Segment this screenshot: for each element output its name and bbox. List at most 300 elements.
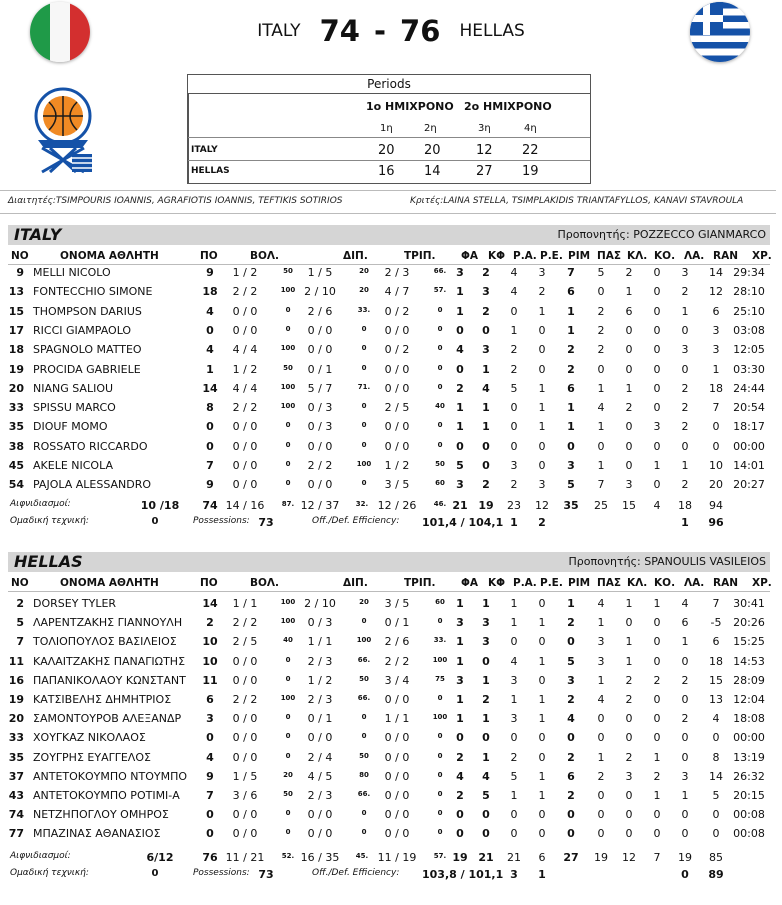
- stat-cell: 1: [510, 693, 518, 706]
- total-stat: 19: [678, 851, 692, 864]
- total-ft-pct: 52.: [281, 852, 295, 860]
- stat-cell: 0: [567, 731, 575, 744]
- stat-cell: 0 / 0: [232, 712, 258, 725]
- stat-cell: 2: [681, 674, 689, 687]
- shot-percentage: 50: [435, 460, 445, 468]
- stat-cell: 4: [206, 751, 214, 764]
- stat-cell: 0: [538, 597, 546, 610]
- score-dash: -: [373, 14, 387, 48]
- shot-percentage: 100: [280, 617, 296, 625]
- stat-cell: 10: [202, 655, 218, 668]
- stat-cell: 1: [538, 305, 546, 318]
- stat-cell: 0: [625, 420, 633, 433]
- stat-cell: 1: [456, 635, 464, 648]
- stat-cell: 1: [681, 305, 689, 318]
- shot-percentage: 71.: [357, 383, 371, 391]
- player-number: 35: [8, 420, 24, 433]
- team-header-bar: [8, 225, 770, 245]
- team-technical-value: 0: [151, 516, 159, 527]
- extra-value: 1: [538, 868, 546, 881]
- total-stat: 23: [507, 499, 521, 512]
- stat-cell: 0: [712, 731, 720, 744]
- stat-cell: 0 / 0: [307, 343, 333, 356]
- stat-cell: 0: [482, 459, 490, 472]
- total-stat: 21: [452, 499, 468, 512]
- stat-cell: 1: [625, 655, 633, 668]
- stat-cell: 3: [482, 343, 490, 356]
- stat-cell: 0 / 0: [232, 674, 258, 687]
- stat-cell: 0: [625, 440, 633, 453]
- possessions-value: 73: [258, 516, 274, 529]
- fastbreak-label: Αιφνιδιασμοί:: [10, 851, 71, 861]
- stat-cell: 0: [510, 827, 518, 840]
- team-header-bar: [8, 552, 770, 572]
- stat-cell: 0 / 0: [307, 478, 333, 491]
- stat-cell: 00:08: [733, 827, 765, 840]
- column-header: Ρ.Α.: [513, 250, 537, 262]
- stat-cell: 2: [482, 693, 490, 706]
- shot-percentage: 0: [361, 732, 367, 740]
- stat-cell: 10: [709, 459, 723, 472]
- player-number: 13: [8, 285, 24, 298]
- column-header: ΠΟ: [200, 250, 218, 262]
- stat-cell: 4: [456, 343, 464, 356]
- stat-cell: 1: [510, 789, 518, 802]
- stat-cell: 3: [510, 459, 518, 472]
- stat-cell: 2 / 10: [304, 597, 336, 610]
- stat-cell: 0 / 2: [384, 305, 410, 318]
- stat-cell: 7: [712, 597, 720, 610]
- stat-cell: 0 / 0: [232, 324, 258, 337]
- quarter-label: 2η: [424, 123, 437, 134]
- column-header: ΦΑ: [461, 577, 479, 589]
- player-name: PAJOLA ALESSANDRO: [33, 478, 152, 491]
- stat-cell: 3: [456, 616, 464, 629]
- stat-cell: 2: [681, 478, 689, 491]
- stat-cell: 0: [681, 731, 689, 744]
- stat-cell: 0: [625, 363, 633, 376]
- stat-cell: 3 / 4: [384, 674, 410, 687]
- shot-percentage: 100: [356, 636, 372, 644]
- stat-cell: 0: [653, 285, 661, 298]
- team-technical-label: Ομαδική τεχνική:: [10, 868, 89, 878]
- column-header: RAN: [713, 577, 738, 589]
- player-name: DIOUF MOMO: [33, 420, 108, 433]
- stat-cell: 3: [510, 712, 518, 725]
- stat-cell: 12:04: [733, 693, 765, 706]
- total-points: 74: [202, 499, 218, 512]
- stat-cell: 6: [206, 693, 214, 706]
- stat-cell: 18: [202, 285, 218, 298]
- shot-percentage: 0: [437, 732, 443, 740]
- stat-cell: 2: [625, 674, 633, 687]
- stat-cell: 0: [206, 808, 214, 821]
- stat-cell: 0: [625, 324, 633, 337]
- stat-cell: 0: [653, 655, 661, 668]
- stat-cell: 12:05: [733, 343, 765, 356]
- stat-cell: 3: [597, 635, 605, 648]
- shot-percentage: 100: [280, 383, 296, 391]
- stat-cell: 0: [538, 674, 546, 687]
- stat-cell: 0 / 0: [384, 731, 410, 744]
- stat-cell: 0: [482, 827, 490, 840]
- total-stat: 6: [538, 851, 546, 864]
- stat-cell: 5 / 7: [307, 382, 333, 395]
- stat-cell: 2 / 5: [232, 635, 258, 648]
- stat-cell: 0: [712, 827, 720, 840]
- extra-value: 0: [681, 868, 689, 881]
- player-number: 33: [8, 401, 24, 414]
- player-name: SPAGNOLO MATTEO: [33, 343, 142, 356]
- stat-cell: 1: [653, 597, 661, 610]
- stat-cell: 0: [625, 808, 633, 821]
- column-header: ΤΡΙΠ.: [404, 577, 436, 589]
- player-number: 37: [8, 770, 24, 783]
- shot-percentage: 20: [359, 267, 369, 275]
- stat-cell: 3 / 5: [384, 597, 410, 610]
- stat-cell: 18: [709, 655, 723, 668]
- stat-cell: 2: [456, 751, 464, 764]
- coach-name: Προπονητής: SPANOULIS VASILEIOS: [568, 555, 766, 568]
- stat-cell: 0: [653, 401, 661, 414]
- stat-cell: 2: [653, 770, 661, 783]
- stat-cell: 4: [456, 770, 464, 783]
- player-name: ΣΑΜΟΝΤΟΥΡΟΒ ΑΛΕΞΑΝΔΡ: [33, 712, 182, 725]
- total-2pt-pct: 45.: [355, 852, 369, 860]
- total-ft: 11 / 21: [225, 851, 265, 864]
- shot-percentage: 0: [361, 828, 367, 836]
- stat-cell: 5: [712, 789, 720, 802]
- periods-table: [187, 74, 591, 184]
- stat-cell: 4: [482, 770, 490, 783]
- stat-cell: 14: [709, 266, 723, 279]
- player-number: 11: [8, 655, 24, 668]
- stat-cell: 3: [681, 343, 689, 356]
- shot-percentage: 66.: [357, 790, 371, 798]
- stat-cell: 3: [567, 674, 575, 687]
- shot-percentage: 0: [285, 460, 291, 468]
- stat-cell: 2: [538, 285, 546, 298]
- stat-cell: 1: [625, 597, 633, 610]
- stat-cell: 0: [538, 440, 546, 453]
- period-score: 20: [378, 143, 395, 158]
- player-number: 16: [8, 674, 24, 687]
- player-name: ΛΑΡΕΝΤΖΑΚΗΣ ΓΙΑΝΝΟΥΛΗ: [33, 616, 183, 629]
- stat-cell: 4 / 7: [384, 285, 410, 298]
- total-stat: 19: [478, 499, 494, 512]
- stat-cell: 0: [482, 324, 490, 337]
- stat-cell: 0 / 0: [384, 363, 410, 376]
- stat-cell: 0 / 0: [384, 789, 410, 802]
- stat-cell: 0: [597, 712, 605, 725]
- stat-cell: 3: [712, 324, 720, 337]
- stat-cell: 1: [482, 674, 490, 687]
- stat-cell: 4: [597, 401, 605, 414]
- shot-percentage: 0: [285, 809, 291, 817]
- extra-value: 1: [510, 516, 518, 529]
- stat-cell: 0 / 0: [384, 770, 410, 783]
- player-number: 19: [8, 363, 24, 376]
- shot-percentage: 0: [437, 421, 443, 429]
- stat-cell: 3: [597, 655, 605, 668]
- column-header: Ρ.Ε.: [540, 250, 563, 262]
- column-header: ΚΛ.: [627, 577, 648, 589]
- stat-cell: 0: [681, 808, 689, 821]
- shot-percentage: 0: [285, 441, 291, 449]
- column-header: ΦΑ: [461, 250, 479, 262]
- shot-percentage: 33.: [433, 636, 447, 644]
- player-name: DORSEY TYLER: [33, 597, 117, 610]
- stat-cell: 3: [456, 266, 464, 279]
- half-2-label: 2ο ΗΜΙΧΡΟΝΟ: [464, 100, 552, 113]
- stat-cell: 11: [202, 674, 218, 687]
- stat-cell: 0 / 0: [232, 440, 258, 453]
- column-header: ΚΟ.: [654, 250, 676, 262]
- stat-cell: 0 / 0: [232, 478, 258, 491]
- scoreline: [0, 14, 782, 48]
- stat-cell: 1: [482, 363, 490, 376]
- stat-cell: 0: [625, 789, 633, 802]
- stat-cell: 28:09: [733, 674, 765, 687]
- stat-cell: 0 / 0: [232, 731, 258, 744]
- shot-percentage: 50: [283, 364, 293, 372]
- stat-cell: 0: [625, 616, 633, 629]
- shot-percentage: 100: [280, 694, 296, 702]
- stat-cell: 28:10: [733, 285, 765, 298]
- player-number: 15: [8, 305, 24, 318]
- player-name: PROCIDA GABRIELE: [33, 363, 141, 376]
- player-name: ΚΑΤΣΙΒΕΛΗΣ ΔΗΜΗΤΡΙΟΣ: [33, 693, 172, 706]
- shot-percentage: 100: [280, 286, 296, 294]
- stat-cell: 0: [567, 808, 575, 821]
- away-score: 76: [400, 14, 441, 48]
- stat-cell: 1: [456, 420, 464, 433]
- stat-cell: 2: [482, 305, 490, 318]
- stat-cell: 0 / 0: [232, 459, 258, 472]
- stat-cell: 2 / 6: [384, 635, 410, 648]
- stat-cell: 2 / 3: [307, 655, 333, 668]
- player-number: 20: [8, 712, 24, 725]
- player-name: ΑΝΤΕΤΟΚΟΥΜΠΟ ΡΟΤΙΜΙ-Α: [33, 789, 180, 802]
- column-header: ΠΟ: [200, 577, 218, 589]
- stat-cell: 6: [567, 382, 575, 395]
- stat-cell: 1: [482, 401, 490, 414]
- stat-cell: 1: [538, 401, 546, 414]
- stat-cell: 1: [510, 324, 518, 337]
- stat-cell: 5: [567, 478, 575, 491]
- total-stat: 7: [653, 851, 661, 864]
- stat-cell: 2 / 3: [384, 266, 410, 279]
- stat-cell: 0: [206, 731, 214, 744]
- player-name: FONTECCHIO SIMONE: [33, 285, 153, 298]
- stat-cell: 0: [712, 808, 720, 821]
- shot-percentage: 0: [437, 694, 443, 702]
- stat-cell: 00:00: [733, 440, 765, 453]
- stat-cell: 0 / 0: [384, 440, 410, 453]
- stat-cell: 2: [681, 382, 689, 395]
- shot-percentage: 0: [285, 713, 291, 721]
- total-stat: 15: [622, 499, 636, 512]
- period-team-name: HELLAS: [191, 166, 230, 176]
- stat-cell: 0: [206, 420, 214, 433]
- stat-cell: 1 / 2: [307, 674, 333, 687]
- column-header: NO: [11, 577, 29, 589]
- stat-cell: 0: [625, 731, 633, 744]
- stat-cell: 0: [653, 808, 661, 821]
- column-header: ΒΟΛ.: [250, 577, 280, 589]
- team-name: HELLAS: [14, 552, 83, 571]
- stat-cell: 4: [567, 712, 575, 725]
- shot-percentage: 0: [285, 421, 291, 429]
- stat-cell: 1: [538, 420, 546, 433]
- stat-cell: 2: [681, 712, 689, 725]
- shot-percentage: 0: [361, 402, 367, 410]
- stat-cell: 0: [597, 789, 605, 802]
- stat-cell: 1 / 2: [232, 363, 258, 376]
- shot-percentage: 40: [283, 636, 293, 644]
- shot-percentage: 0: [361, 344, 367, 352]
- total-3pt-pct: 46.: [433, 500, 447, 508]
- stat-cell: 0: [653, 440, 661, 453]
- stat-cell: 2: [567, 343, 575, 356]
- fastbreak-value: 10 /18: [140, 499, 180, 512]
- stat-cell: 4: [510, 285, 518, 298]
- shot-percentage: 57.: [433, 286, 447, 294]
- stat-cell: 0: [206, 440, 214, 453]
- column-header: ΛΑ.: [684, 250, 705, 262]
- shot-percentage: 0: [437, 828, 443, 836]
- column-header: RAN: [713, 250, 738, 262]
- stat-cell: 7: [206, 459, 214, 472]
- stat-cell: 1: [456, 401, 464, 414]
- stat-cell: 1: [597, 616, 605, 629]
- shot-percentage: 50: [359, 675, 369, 683]
- stat-cell: -5: [710, 616, 722, 629]
- stat-cell: 0: [597, 808, 605, 821]
- stat-cell: 0 / 0: [384, 693, 410, 706]
- shot-percentage: 0: [437, 790, 443, 798]
- stat-cell: 1 / 2: [232, 266, 258, 279]
- player-name: NIANG SALIOU: [33, 382, 114, 395]
- shot-percentage: 100: [280, 598, 296, 606]
- shot-percentage: 0: [361, 364, 367, 372]
- stat-cell: 0: [538, 324, 546, 337]
- stat-cell: 3: [482, 616, 490, 629]
- column-header: ΚΦ: [488, 577, 506, 589]
- shot-percentage: 0: [437, 364, 443, 372]
- shot-percentage: 60: [435, 479, 445, 487]
- stat-cell: 0 / 0: [384, 827, 410, 840]
- shot-percentage: 20: [359, 598, 369, 606]
- team-name: ITALY: [14, 225, 62, 244]
- stat-cell: 9: [206, 478, 214, 491]
- shot-percentage: 100: [432, 713, 448, 721]
- shot-percentage: 0: [437, 441, 443, 449]
- player-name: ΤΟΛΙΟΠΟΥΛΟΣ ΒΑΣΙΛΕΙΟΣ: [33, 635, 177, 648]
- judges-text: Κριτές:LAINA STELLA, TSIMPLAKIDIS TRIANTAFYLLOS, KANAVI STAVROULA: [410, 196, 744, 206]
- shot-percentage: 100: [280, 344, 296, 352]
- player-number: 2: [16, 597, 24, 610]
- total-stat: 19: [594, 851, 608, 864]
- shot-percentage: 0: [437, 752, 443, 760]
- column-header: ΡΙΜ: [568, 577, 591, 589]
- stat-cell: 0: [538, 827, 546, 840]
- shot-percentage: 0: [285, 732, 291, 740]
- stat-cell: 0: [538, 343, 546, 356]
- stat-cell: 1: [482, 597, 490, 610]
- stat-cell: 2: [482, 266, 490, 279]
- stat-cell: 6: [567, 770, 575, 783]
- stat-cell: 0: [456, 440, 464, 453]
- player-name: MELLI NICOLO: [33, 266, 111, 279]
- stat-cell: 5: [510, 770, 518, 783]
- stat-cell: 3: [681, 770, 689, 783]
- stat-cell: 24:44: [733, 382, 765, 395]
- stat-cell: 0: [653, 616, 661, 629]
- player-number: 43: [8, 789, 24, 802]
- stat-cell: 2: [482, 478, 490, 491]
- stat-cell: 1: [653, 459, 661, 472]
- period-team-name: ITALY: [191, 145, 218, 155]
- stat-cell: 0: [597, 363, 605, 376]
- stat-cell: 0: [482, 808, 490, 821]
- stat-cell: 0: [456, 324, 464, 337]
- stat-cell: 0: [653, 693, 661, 706]
- shot-percentage: 0: [437, 617, 443, 625]
- stat-cell: 0: [510, 808, 518, 821]
- extra-value: 1: [681, 516, 689, 529]
- stat-cell: 3: [538, 266, 546, 279]
- shot-percentage: 0: [361, 441, 367, 449]
- column-header: Ρ.Α.: [513, 577, 537, 589]
- player-name: AKELE NICOLA: [33, 459, 113, 472]
- stat-cell: 1: [456, 712, 464, 725]
- stat-cell: 0 / 0: [307, 731, 333, 744]
- stat-cell: 1: [510, 616, 518, 629]
- total-2pt: 12 / 37: [300, 499, 340, 512]
- stat-cell: 0: [567, 440, 575, 453]
- fastbreak-value: 6/12: [146, 851, 174, 864]
- total-points: 76: [202, 851, 218, 864]
- stat-cell: 1: [456, 597, 464, 610]
- stat-cell: 3: [625, 478, 633, 491]
- shot-percentage: 0: [361, 809, 367, 817]
- stat-cell: 3: [206, 712, 214, 725]
- stat-cell: 1 / 1: [232, 597, 258, 610]
- stat-cell: 0 / 0: [232, 655, 258, 668]
- column-header: ΔΙΠ.: [343, 577, 368, 589]
- stat-cell: 1 / 5: [232, 770, 258, 783]
- total-ft-pct: 87.: [281, 500, 295, 508]
- total-3pt: 12 / 26: [377, 499, 417, 512]
- stat-cell: 2: [567, 789, 575, 802]
- shot-percentage: 50: [283, 267, 293, 275]
- stat-cell: 1: [567, 597, 575, 610]
- shot-percentage: 50: [359, 752, 369, 760]
- shot-percentage: 0: [285, 828, 291, 836]
- player-name: THOMPSON DARIUS: [33, 305, 142, 318]
- stat-cell: 4 / 5: [307, 770, 333, 783]
- stat-cell: 0 / 0: [384, 808, 410, 821]
- stat-cell: 0: [482, 731, 490, 744]
- stat-cell: 1: [597, 459, 605, 472]
- stat-cell: 0 / 3: [307, 420, 333, 433]
- stat-cell: 1: [625, 285, 633, 298]
- shot-percentage: 0: [437, 383, 443, 391]
- stat-cell: 0 / 0: [307, 808, 333, 821]
- shot-percentage: 66.: [357, 694, 371, 702]
- stat-cell: 0 / 0: [307, 827, 333, 840]
